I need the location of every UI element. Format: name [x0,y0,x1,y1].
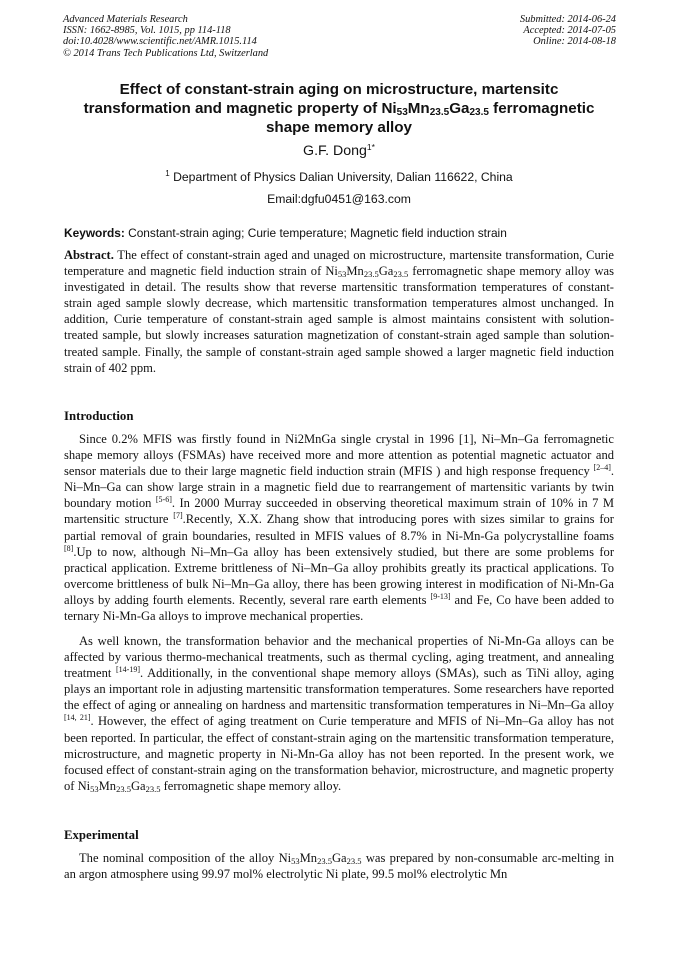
journal-copyright: © 2014 Trans Tech Publications Ltd, Switzerland [63,47,269,59]
title-line-3: shape memory alloy [265,119,413,136]
affiliation-text: Department of Physics Dalian University, Dalian 116622, China [169,170,513,184]
title-line-2: transformation and magnetic property of $Ni_{53}Mn_{23.5}Ga_{23.5}$ ferromagnetic [83,100,595,118]
date-online: Online: 2014-08-18 [533,36,616,48]
keywords-label: Keywords: [64,226,125,240]
experimental-paragraph-1: The nominal composition of the alloy $Ni_{53}Mn_{23.5}Ga_{23.5}$ was prepared by non-consumable arc-melting in an argon atmosphere using 99.97 mol% electrolytic Ni plate, 99.5 mol% electrolytic Mn [64,851,614,882]
date-submitted: Submitted: 2014-06-24 [519,14,616,25]
experimental-heading: Experimental [64,828,139,842]
abstract: Abstract. The effect of constant-strain aged and unaged on microstructure, martensite transformation, Curie temperature and magnetic field induction strain of $Ni_{53}Mn_{23.5}Ga_{23.5}$ ferromagnetic shape memory alloy was investigated in detail. The results show that reverse martensitic transformation temperatures of constant-strain aged sample slowly decrease, which martensitic transformation temperatures almost unchanged. In addition, Curie temperature of constant-strain aged sample is almost maintains consistent with solution-treated sample, but slowly increases saturation magnetization of constant-strain aged sample than solution-treated sample. Finally, the sample of constant-strain aged sample showed a larger magnetic field induction strain of 402 ppm. [64,248,614,375]
affiliation [0,170,678,184]
journal-issn: ISSN: 1662-8985, Vol. 1015, pp 114-118 [63,25,231,37]
introduction-heading: Introduction [64,409,134,423]
keywords-text: Constant-strain aging; Curie temperature; Magnetic field induction strain [124,226,507,240]
journal-header-left [63,14,268,59]
date-accepted: Accepted: 2014-07-05 [523,25,616,37]
author-line [0,143,678,159]
journal-doi: doi:10.4028/www.scientific.net/AMR.1015.114 [63,36,257,48]
journal-header-right [520,14,616,48]
paper-title [60,80,618,137]
author-name: G.F. Dong [303,143,367,159]
introduction-paragraph-1: Since 0.2% MFIS was firstly found in Ni2MnGa single crystal in 1996 [1], Ni–Mn–Ga ferromagnetic shape memory alloys (FSMAs) have received more and more attention as potential magnetic actuator and sensor materials due to their large magnetic field induction strain (MFIS ) and high response frequency [2–4]. Ni–Mn–Ga can show large strain in a magnetic field due to rearrangement of martensitic variants by twin boundary motion [5-6]. In 2000 Murray succeeded in observing theoretical maximum strain of 10% in 7 M martensitic structure [7].Recently, X.X. Zhang show that introducing pores with sizes similar to grains for partial removal of grain boundaries, resulted in MFIS values of 8.7% in Ni-Mn-Ga polycrystalline foams [8].Up to now, although Ni–Mn–Ga alloy has been extensively studied, but there are some problems for practical application. Extreme brittleness of Ni–Mn–Ga alloy prohibits greatly its practical applications. To overcome brittleness of bulk Ni–Mn–Ga alloy, there has been growing interest in modification of Ni-Mn-Ga alloys by adding fourth elements. Recently, several rare earth elements [9-13] and Fe, Co have been added to ternary Ni-Mn-Ga alloys to improve mechanical properties. [64,432,614,624]
introduction-paragraph-2: As well known, the transformation behavior and the mechanical properties of Ni-Mn-Ga alloys can be affected by various thermo-mechanical treatments, such as thermal cycling, aging treatment, and annealing treatment [14-19]. Additionally, in the conventional shape memory alloys (SMAs), such as TiNi alloy, aging plays an important role in adjusting martensitic transformation temperatures. Some researchers have reported the effect of aging or annealing on hardness and martensitic transformation temperatures in Ni–Mn–Ga alloy [14, 21]. However, the effect of aging treatment on Curie temperature and MFIS of Ni–Mn–Ga alloy has not been reported. In particular, the effect of constant-strain aging on the martensitic transformation temperature, microstructure, and magnetic property in Ni-Mn-Ga alloy has not been reported. In the present work, we focused effect of constant-strain aging on the transformation behavior, microstructure, and magnetic property of $Ni_{53}Mn_{23.5}Ga_{23.5}$ ferromagnetic shape memory alloy. [64,634,614,794]
abstract-label: Abstract. [64,248,114,262]
affiliation-mark: 1 [165,169,170,178]
journal-name: Advanced Materials Research [63,14,188,25]
author-email: Email:dgfu0451@163.com [267,192,411,206]
keywords [64,226,616,240]
author-mark: 1* [366,142,375,152]
title-line-1: Effect of constant-strain aging on microstructure, martensitc [119,81,559,98]
